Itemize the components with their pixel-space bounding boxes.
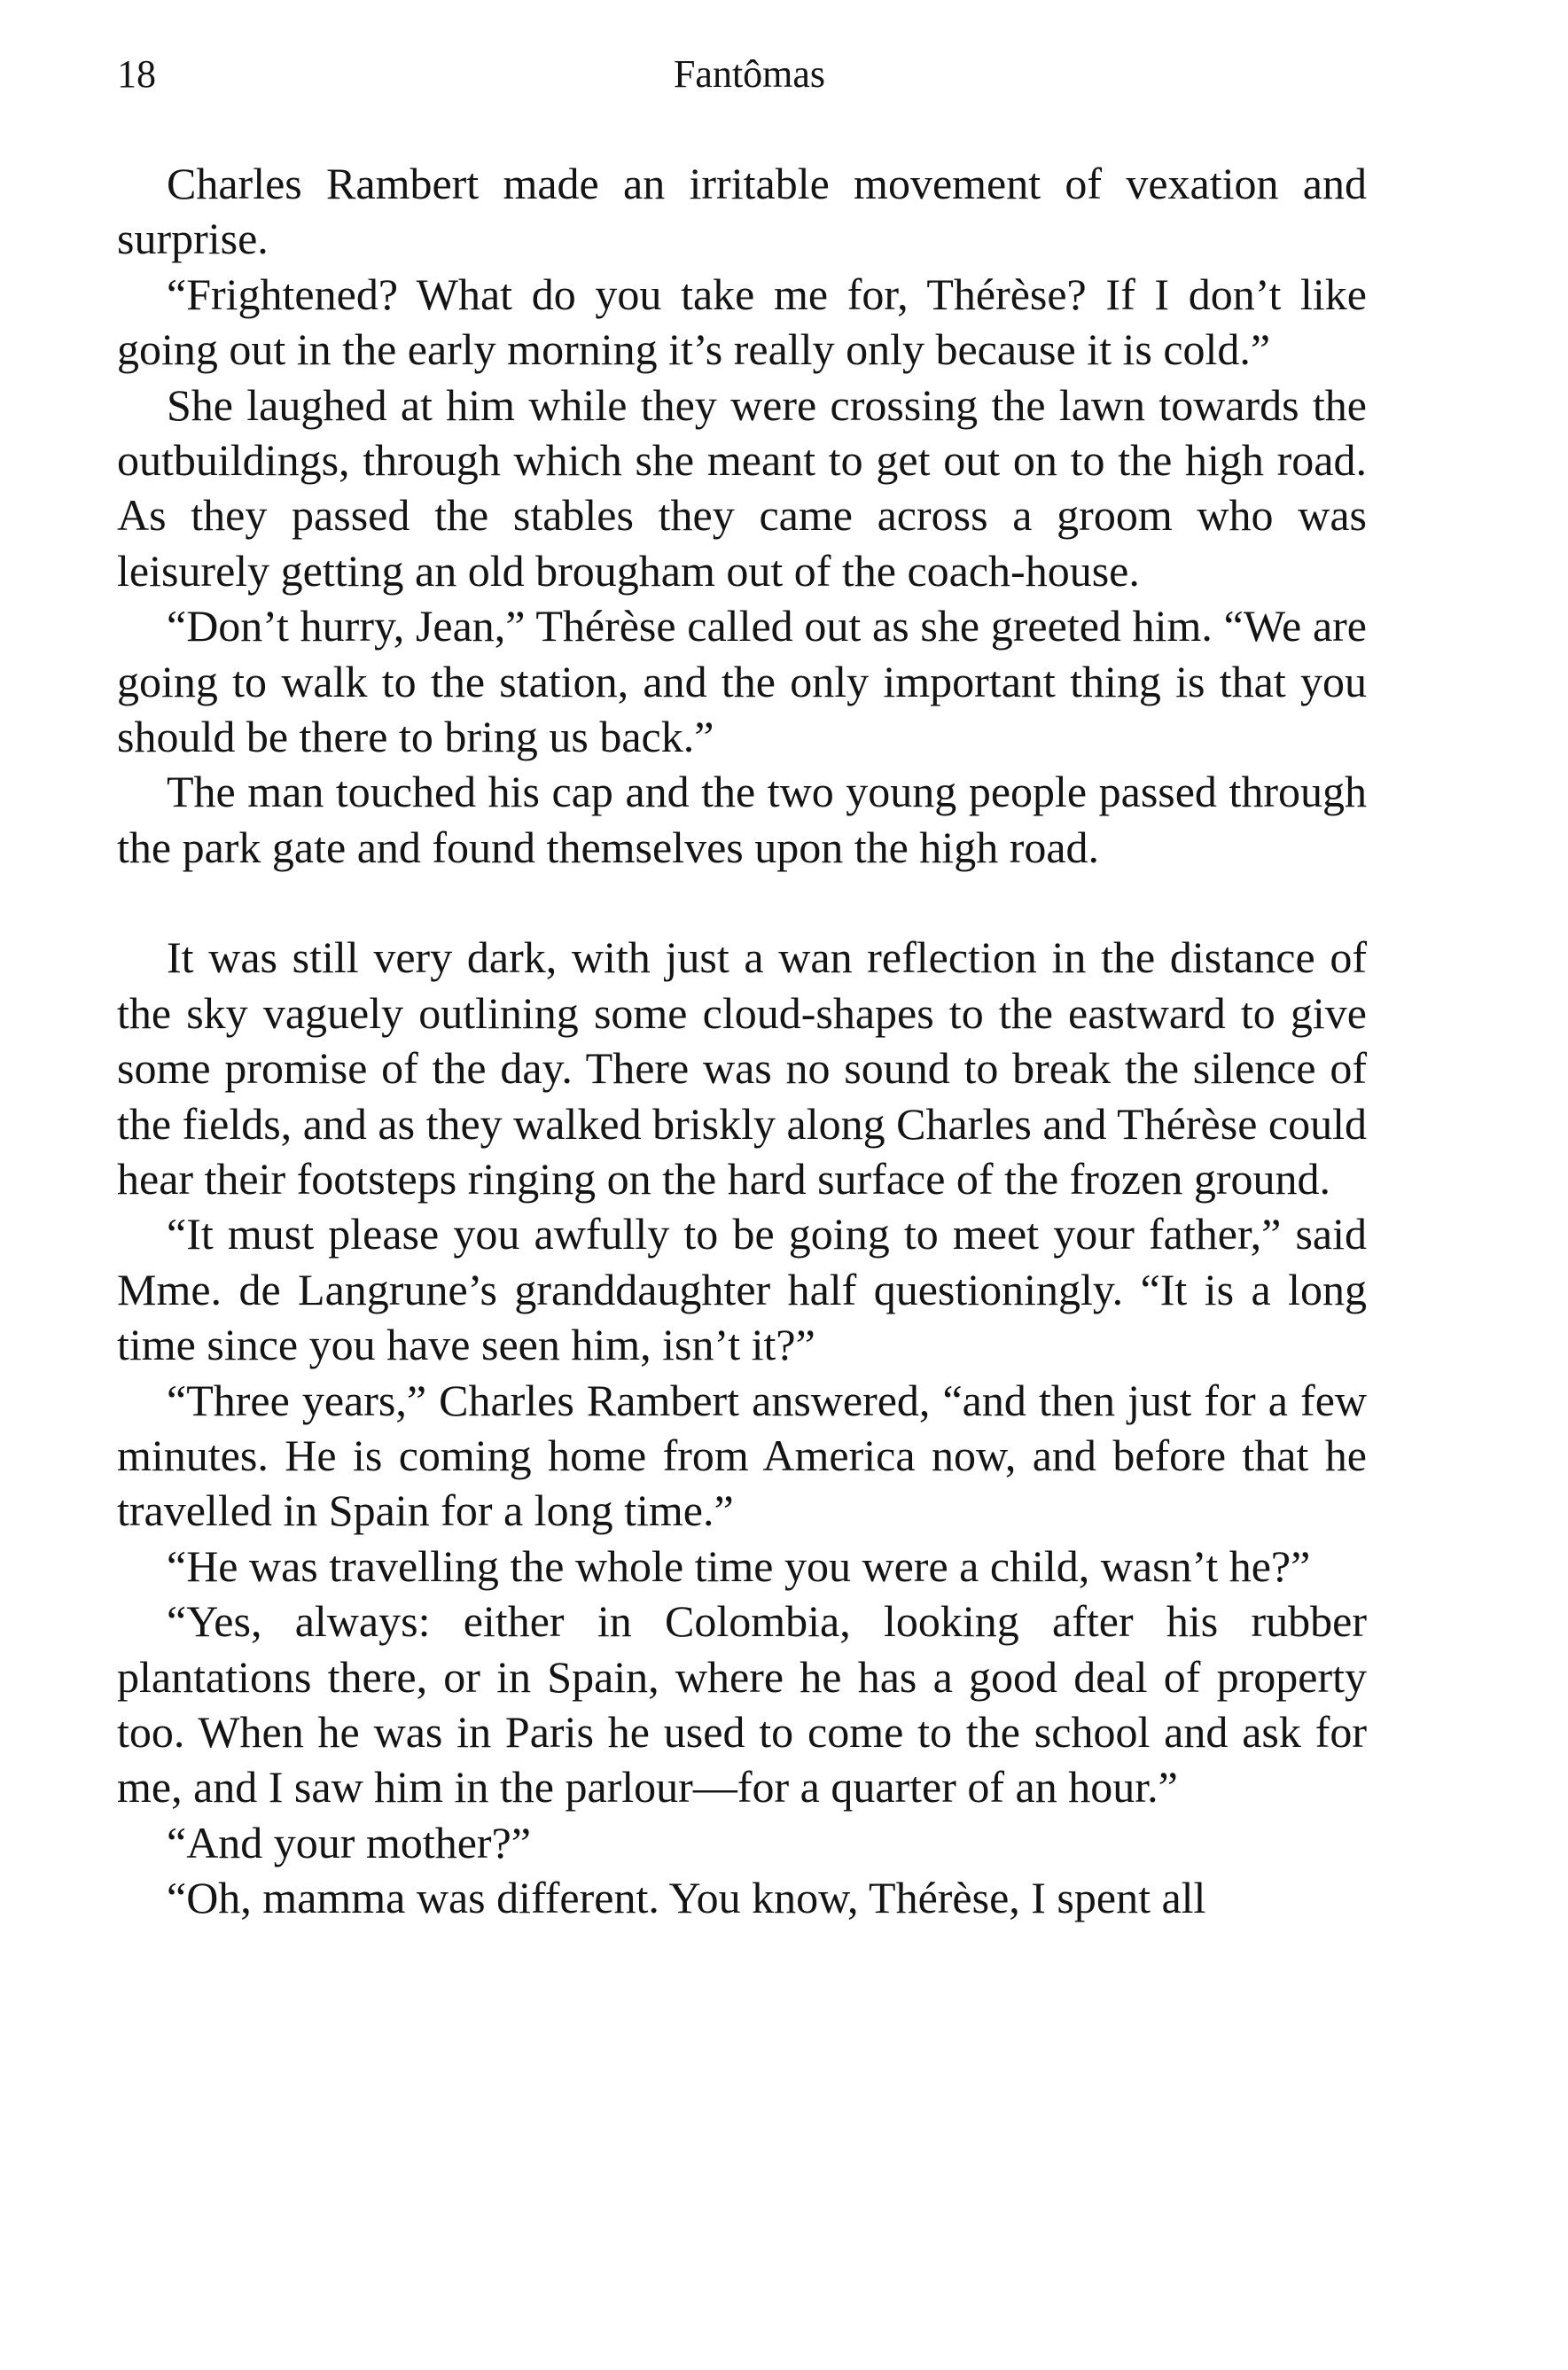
paragraph: “He was travelling the whole time you were a child, wasn’t he?” (167, 1540, 1311, 1591)
paragraph: “And your mother?” (167, 1817, 531, 1867)
paragraph: “Don’t hurry, Jean,” Thérèse called out as she greeted him. “We are going to walk to the station, and the only important thing is that you should be there to bring us back.” (117, 601, 1367, 762)
paragraph: “Yes, always: either in Colombia, looking after his rubber plantations there, or in Spain, where he has a good deal of property too. When he was in Paris he used to come to the school and ask for me, and I saw him in the parlour—for a quarter of an hour.” (117, 1596, 1367, 1813)
section-break (117, 875, 1367, 930)
paragraph: The man touched his cap and the two young people passed through the park gate and found themselves upon the high road. (117, 767, 1367, 872)
paragraph: “Three years,” Charles Rambert answered, “and then just for a few minutes. He is coming home from America now, and before that he travelled in Spain for a long time.” (117, 1375, 1367, 1536)
page-number: 18 (117, 52, 156, 96)
paragraph: “It must please you awfully to be going to meet your father,” said Mme. de Langrune’s granddaughter half questioningly. “It is a long time since you have seen him, isn’t it?” (117, 1209, 1367, 1370)
running-title: Fantômas (673, 52, 826, 96)
body-text (117, 156, 1367, 1926)
paragraph: It was still very dark, with just a wan reflection in the distance of the sky vaguely outlining some cloud-shapes to the eastward to give some promise of the day. There was no sound to break the silence of the fields, and as they walked briskly along Charles and Thérèse could hear their footsteps ringing on the hard surface of the frozen ground. (117, 932, 1367, 1204)
paragraph: Charles Rambert made an irritable movement of vexation and surprise. (117, 159, 1367, 264)
paragraph: “Oh, mamma was different. You know, Thérèse, I spent all (167, 1873, 1206, 1923)
page-header (117, 51, 1382, 105)
paragraph: She laughed at him while they were crossing the lawn towards the outbuildings, through which she meant to get out on to the high road. As they passed the stables they came across a groom who was leisurely getting an old brougham out of the coach-house. (117, 379, 1367, 596)
paragraph: “Frightened? What do you take me for, Thérèse? If I don’t like going out in the early morning it’s really only because it is cold.” (117, 269, 1367, 375)
